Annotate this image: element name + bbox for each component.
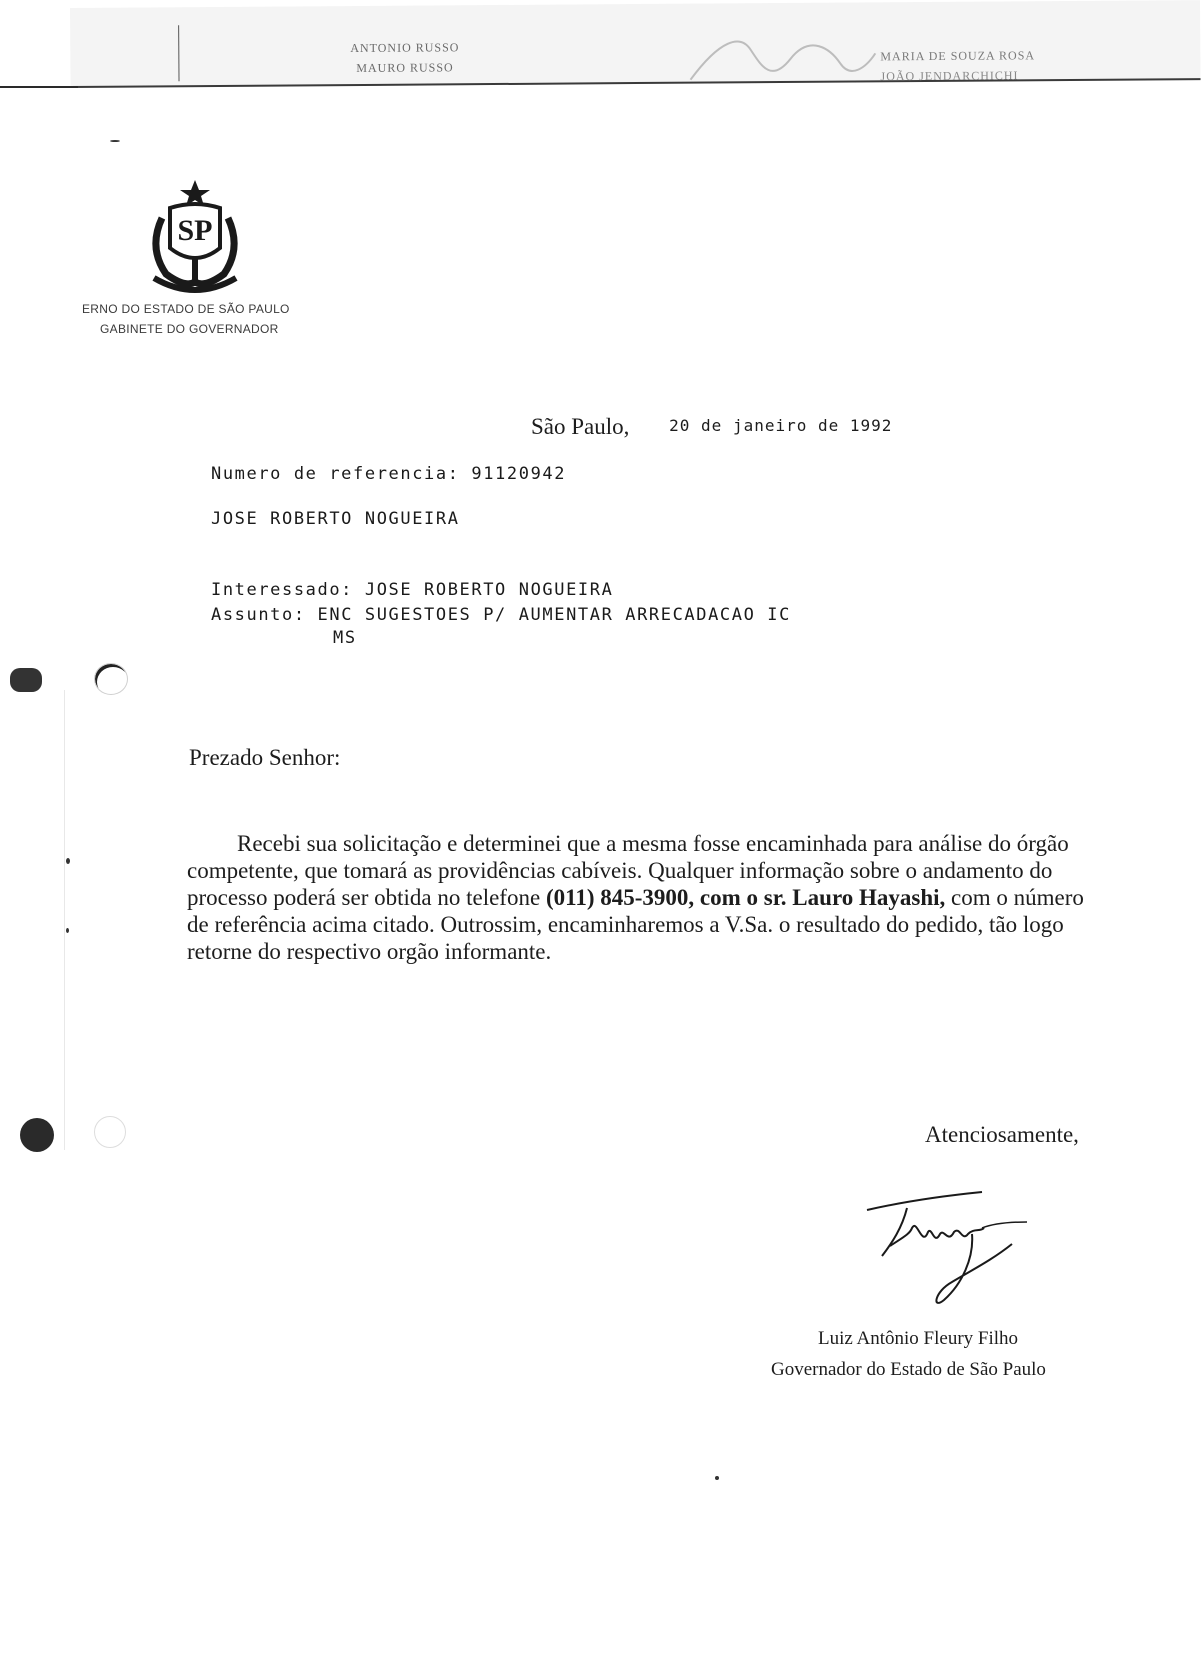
date-value: 20 de janeiro de 1992: [669, 416, 893, 435]
faded-signature-icon: [680, 28, 880, 89]
closing: Atenciosamente,: [925, 1122, 1079, 1147]
body-contact-bold: (011) 845-3900, com o sr. Lauro Hayashi,: [545, 885, 946, 910]
body-text-part-1: Recebi sua solicitação e determinei que a mesma fosse encaminhada para análise do órgão competente, que tomará as providências cabíveis. Qualquer informação sobre o andamento do processo poderá ser obtida no telefone: [187, 831, 1069, 910]
overlapping-sheet: [70, 0, 1201, 88]
reference-label: Numero de referencia:: [211, 464, 460, 484]
punch-hole-remnant: [10, 668, 42, 692]
assunto-continuation: MS: [333, 628, 357, 648]
government-header: [82, 299, 290, 339]
interessado-label: Interessado:: [211, 580, 354, 600]
sheet-name: MAURO RUSSO: [356, 60, 454, 76]
reference-line: [211, 464, 566, 484]
signer-title: Governador do Estado de São Paulo: [771, 1359, 1046, 1380]
interessado-value: JOSE ROBERTO NOGUEIRA: [364, 580, 614, 600]
sheet-name: JOÃO JENDARCHICHI: [880, 68, 1019, 84]
body-text-part-2: com o número de referência acima citado. Outrossim, encaminharemos a V.Sa. o resultado do pedido, tão logo retorne do respectivo orgão informante.: [187, 885, 1084, 964]
date-place: São Paulo,: [531, 414, 630, 439]
header-line-2: GABINETE DO GOVERNADOR: [100, 322, 279, 336]
sao-paulo-coat-of-arms-icon: [140, 178, 250, 298]
punch-hole: [94, 1116, 126, 1148]
header-line-1: ERNO DO ESTADO DE SÃO PAULO: [82, 302, 290, 316]
sheet-names-left: [350, 37, 459, 78]
paper-edge: [0, 86, 78, 88]
ink-speck: [66, 858, 70, 864]
assunto-line: [211, 605, 791, 625]
assunto-value: ENC SUGESTOES P/ AUMENTAR ARRECADACAO IC: [317, 605, 791, 625]
ink-speck: [715, 1476, 719, 1480]
sheet-names-right: [880, 45, 1036, 84]
ink-speck: [66, 928, 69, 933]
handwritten-signature-icon: [862, 1188, 1042, 1320]
assunto-label: Assunto:: [211, 605, 306, 625]
sheet-name: MARIA DE SOUZA ROSA: [880, 48, 1036, 64]
letter-body: [187, 830, 1092, 965]
date-line: [531, 414, 892, 440]
sheet-fold-line: [178, 25, 179, 81]
greeting: Prezado Senhor:: [189, 745, 341, 770]
punch-hole: [20, 1118, 54, 1152]
margin-shadow: [64, 690, 65, 1150]
signer-name: Luiz Antônio Fleury Filho: [818, 1328, 1019, 1349]
ink-speck: [110, 140, 120, 142]
punch-hole: [94, 663, 128, 695]
recipient-name: JOSE ROBERTO NOGUEIRA: [211, 509, 460, 529]
interessado-line: [211, 580, 613, 600]
emblem-letters: SP: [177, 214, 213, 247]
sheet-name: ANTONIO RUSSO: [350, 40, 460, 56]
reference-number: 91120942: [471, 464, 567, 484]
